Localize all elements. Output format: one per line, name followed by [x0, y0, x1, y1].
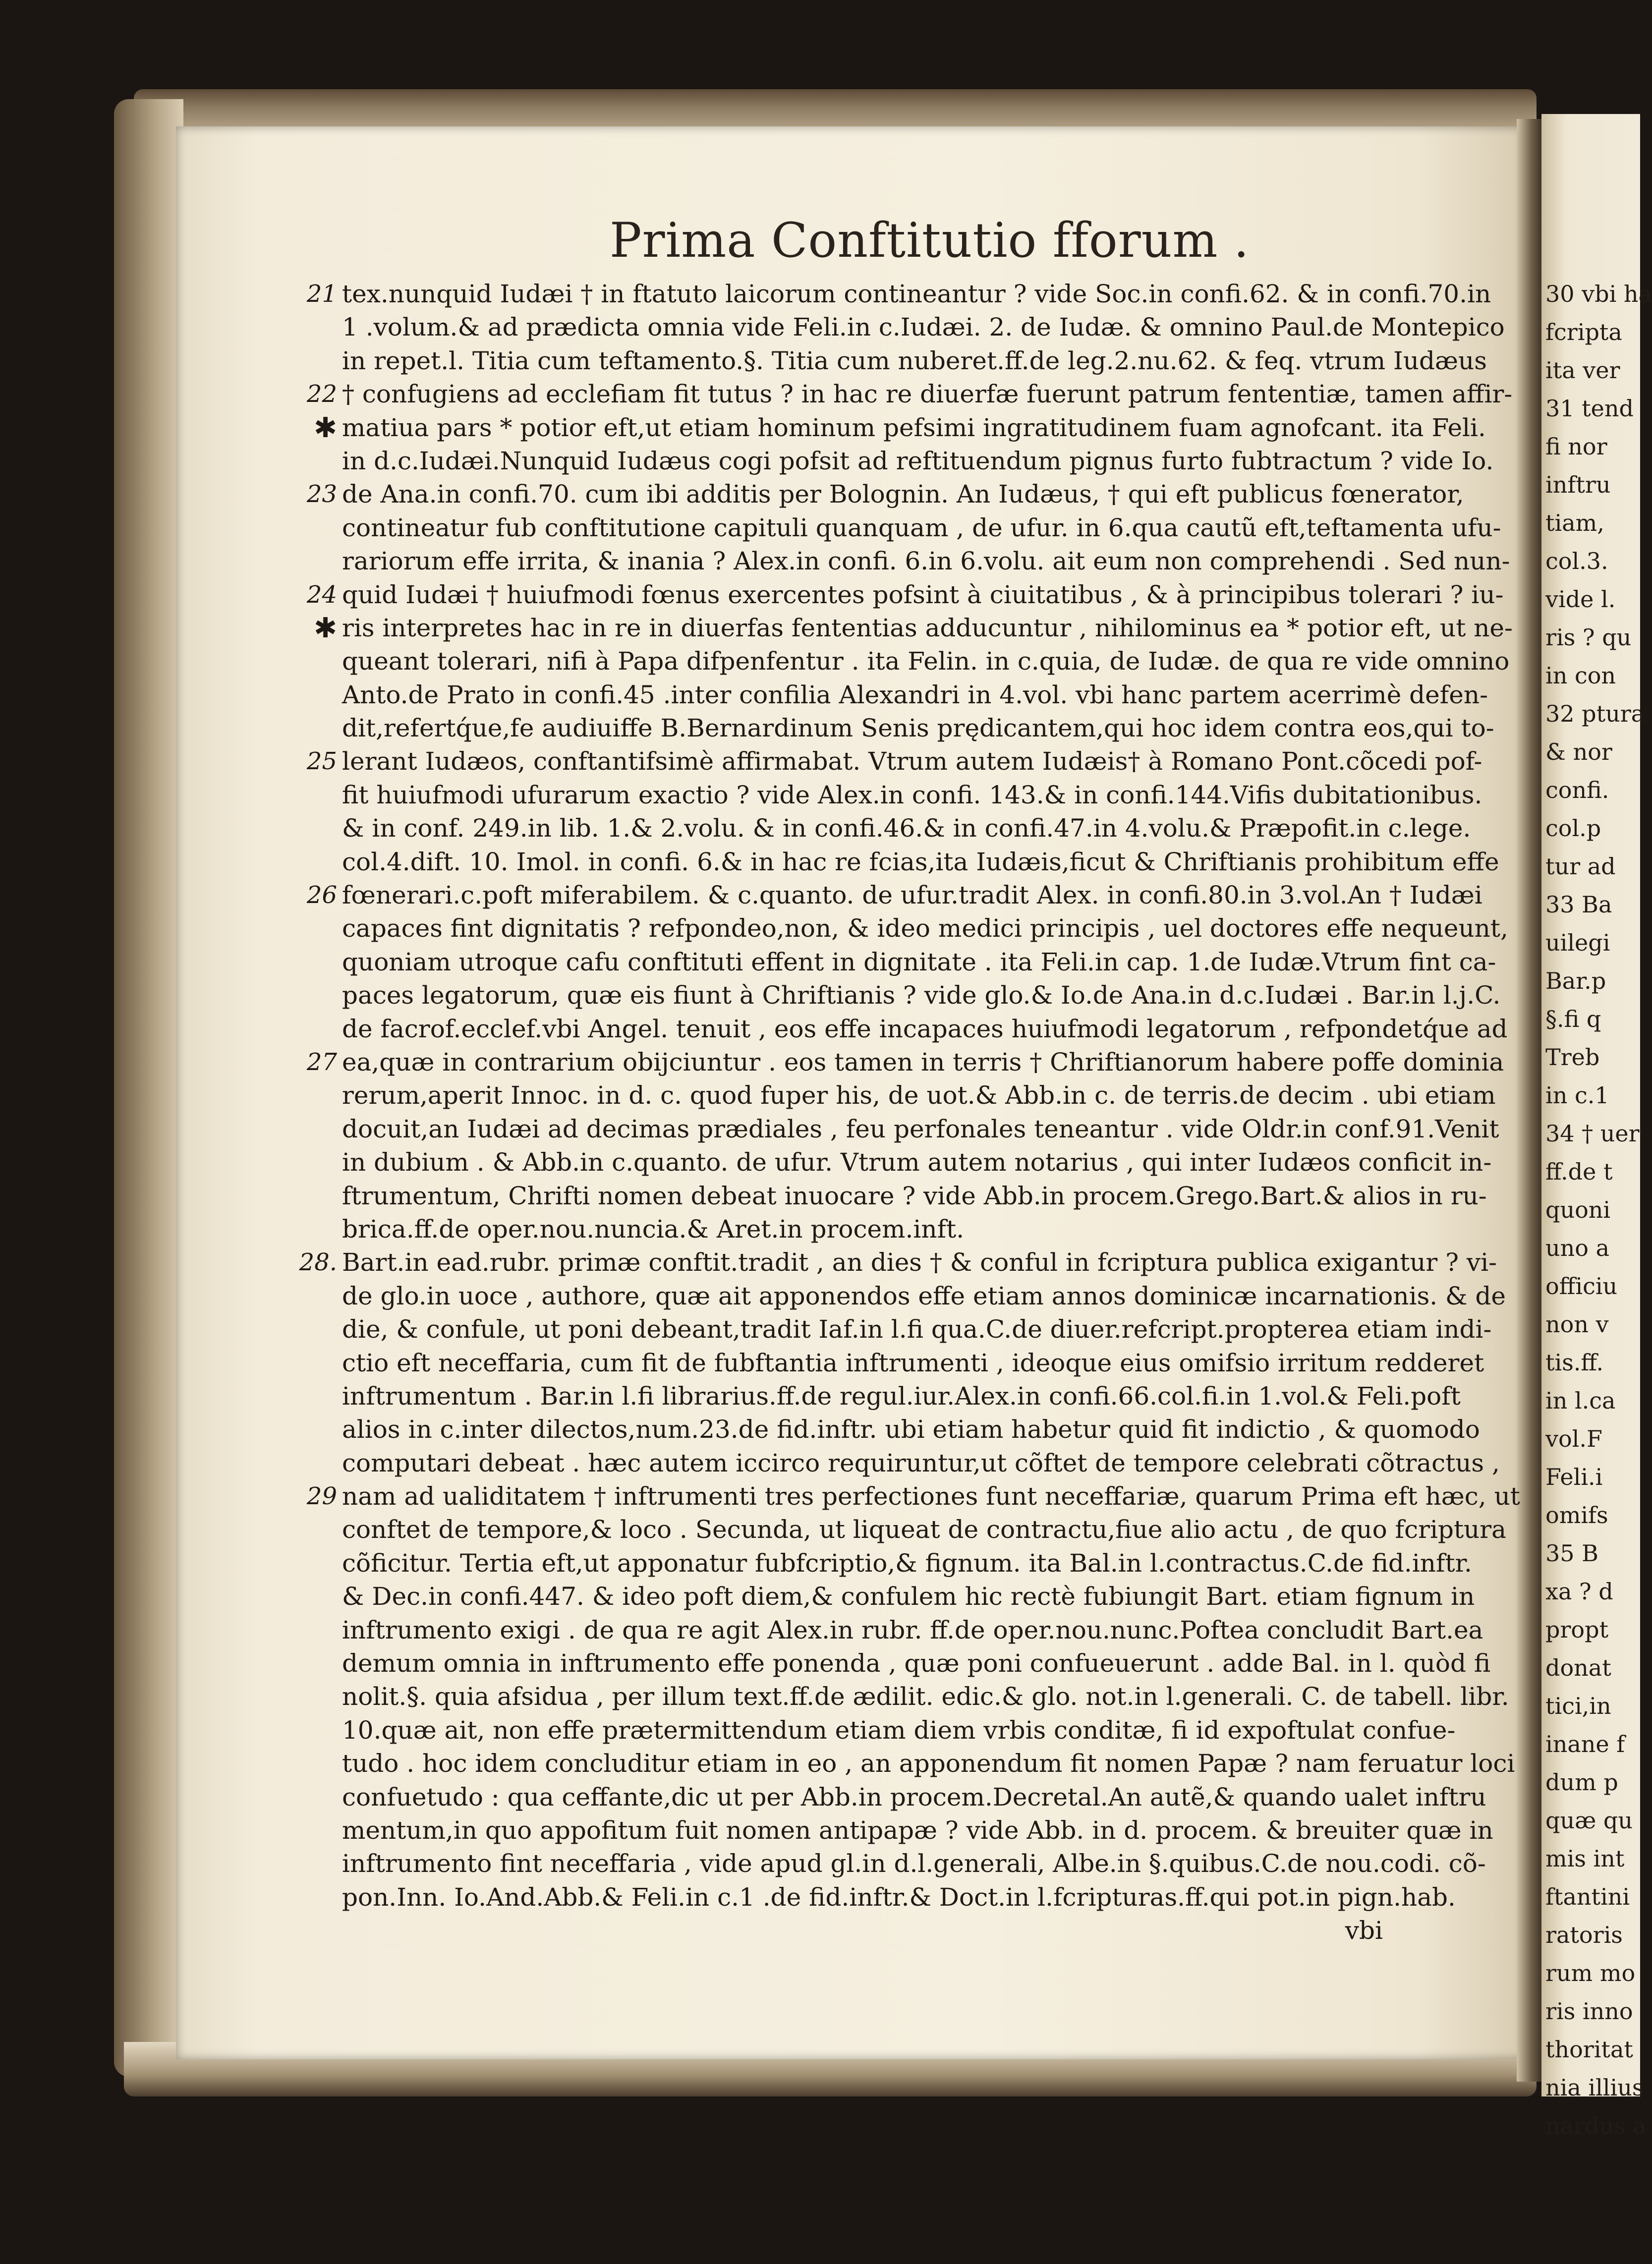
line-text: die, & confule, ut poni debeant,tradit Iaf.in l.fi qua.C.de diuer.refcript.propterea etiam indi-: [342, 1315, 1492, 1344]
line-text: Anto.de Prato in confi.45 .inter confilia Alexandri in 4.vol. vbi hanc partem acerrimè defen-: [342, 680, 1488, 709]
text-line: [342, 1413, 1480, 1446]
right-page-line-fragment: 35 B: [1545, 1540, 1598, 1567]
marginal-number: 24: [306, 580, 337, 609]
text-line: [342, 1781, 1486, 1814]
line-text: tudo . hoc idem concluditur etiam in eo , an apponendum fit nomen Papæ ? nam feruatur loci: [342, 1749, 1515, 1778]
line-text: inftrumento exigi . de qua re agit Alex.in rubr. ff.de oper.nou.nunc.Poftea concludit Bart.ea: [342, 1615, 1483, 1644]
line-text: ea,quæ in contrarium obijciuntur . eos tamen in terris † Chriftianorum habere poffe dominia: [342, 1047, 1504, 1076]
right-page-line-fragment: confi.: [1545, 777, 1609, 803]
right-page-line-fragment: xa ? d: [1545, 1578, 1613, 1605]
text-line: [342, 1347, 1484, 1380]
right-page-line-fragment: inftru: [1545, 471, 1611, 498]
right-page-line-fragment: mis int: [1545, 1845, 1625, 1872]
line-text: de Ana.in confi.70. cum ibi additis per Bolognin. An Iudæus, † qui eft publicus fœnerator,: [342, 480, 1464, 509]
right-page-line-fragment: rum mo: [1545, 1960, 1636, 1986]
right-page-line-fragment: 33 Ba: [1545, 891, 1612, 918]
right-page-line-fragment: tiam,: [1545, 509, 1604, 536]
line-text: in d.c.Iudæi.Nunquid Iudæus cogi pofsit ad reftituendum pignus furto fubtractum ? vide Io.: [342, 446, 1494, 475]
text-line: [306, 278, 1491, 311]
line-text: nolit.§. quia afsidua , per illum text.ff.de ædilit. edic.& glo. not.in l.generali. C. de tabell. libr.: [342, 1682, 1509, 1711]
text-line: [342, 1614, 1483, 1647]
marginal-number: 21: [306, 280, 337, 308]
right-page-line-fragment: tur ad: [1545, 853, 1616, 880]
line-text: paces legatorum, quæ eis fiunt à Chriftianis ? vide glo.& Io.de Ana.in d.c.Iudæi . Bar.in l.j.C.: [342, 981, 1501, 1010]
text-line: [342, 1380, 1461, 1413]
marginal-number: 25: [306, 747, 337, 776]
right-page-line-fragment: dum p: [1545, 1769, 1618, 1796]
text-line: [342, 1213, 1383, 1246]
right-page-line-fragment: inane f: [1545, 1731, 1625, 1757]
catchword: vbi: [1345, 1916, 1383, 1945]
line-text: computari debeat . hæc autem iccirco requiruntur,ut cõftet de tempore celebrati cõtractus ,: [342, 1448, 1500, 1477]
right-page-line-fragment: vide l.: [1545, 586, 1616, 613]
right-page-line-fragment: quæ qu: [1545, 1807, 1633, 1834]
right-page-line-fragment: thoritat: [1545, 2036, 1633, 2063]
text-line: [342, 1747, 1515, 1780]
line-text: in repet.l. Titia cum teftamento.§. Titia cum nuberet.ff.de leg.2.nu.62. & feq. vtrum Iudæus: [342, 346, 1487, 375]
right-page-line-fragment: §.fi q: [1545, 1006, 1601, 1032]
text-line: [306, 1046, 1504, 1079]
right-page-line-fragment: ftantini: [1545, 1883, 1630, 1910]
line-text: capaces fint dignitatis ? refpondeo,non, & ideo medici principis , uel doctores effe nequeunt,: [342, 914, 1508, 943]
line-text: contineatur fub conftitutione capituli quanquam , de ufur. in 6.qua cautũ eft,teftamenta ufu-: [342, 513, 1501, 542]
text-line: [306, 879, 1482, 912]
line-text: demum omnia in inftrumento effe ponenda , quæ poni confueuerunt . adde Bal. in l. quòd fi: [342, 1649, 1491, 1678]
text-line: [342, 679, 1488, 712]
marginal-asterisk: ✱: [314, 411, 337, 444]
line-text: mentum,in quo appofitum fuit nomen antipapæ ? vide Abb. in d. procem. & breuiter quæ in: [342, 1815, 1493, 1845]
text-line: [342, 1881, 1456, 1914]
marginal-asterisk: ✱: [314, 612, 337, 644]
text-line: [314, 411, 1486, 445]
line-text: & in conf. 249.in lib. 1.& 2.volu. & in confi.46.& in confi.47.in 4.volu.& Præpofit.in c.lege.: [342, 814, 1471, 843]
text-line: [342, 311, 1505, 344]
text-line: [342, 1280, 1506, 1313]
line-text: pon.Inn. Io.And.Abb.& Feli.in c.1 .de fid.inftr.& Doct.in l.fcripturas.ff.qui pot.in pign.hab.: [342, 1882, 1456, 1912]
running-head: Prima Conftitutio fforum .: [610, 213, 1250, 268]
marginal-number: 23: [306, 480, 337, 509]
text-line: [342, 779, 1482, 812]
right-page-line-fragment: & nor: [1545, 738, 1612, 765]
line-text: ftrumentum, Chrifti nomen debeat inuocare ? vide Abb.in procem.Grego.Bart.& alios in ru-: [342, 1181, 1487, 1210]
text-line: [342, 1814, 1493, 1847]
text-line: [342, 812, 1471, 845]
line-text: † confugiens ad ecclefiam fit tutus ? in hac re diuerfæ fuerunt patrum fententiæ, tamen affir-: [342, 380, 1513, 409]
text-line: [342, 846, 1499, 879]
right-page-line-fragment: 31 tend: [1545, 395, 1634, 422]
text-line: [306, 1480, 1520, 1513]
right-page-line-fragment: 30 vbi ha: [1545, 281, 1652, 307]
right-page-line-fragment: fcripta: [1545, 319, 1622, 345]
text-line: [342, 445, 1494, 478]
right-page-fragment: [1541, 114, 1652, 2139]
right-page-line-fragment: officiu: [1545, 1273, 1618, 1300]
text-line: [342, 912, 1508, 945]
line-text: queant tolerari, nifi à Papa difpenfentur . ita Felin. in c.quia, de Iudæ. de qua re vide omnino: [342, 647, 1510, 676]
line-text: Bart.in ead.rubr. primæ conftit.tradit , an dies † & conful in fcriptura publica exigantur ? vi-: [342, 1248, 1497, 1277]
marginal-number: 22: [306, 380, 337, 408]
right-page-line-fragment: omifs: [1545, 1502, 1608, 1528]
line-text: brica.ff.de oper.nou.nuncia.& Aret.in procem.inft.: [342, 1214, 965, 1244]
line-text: ctio eft neceffaria, cum fit de fubftantia inftrumenti , ideoque eius omifsio irritum redderet: [342, 1348, 1484, 1377]
right-page-line-fragment: ris ? qu: [1545, 624, 1632, 651]
line-text: quid Iudæi † huiufmodi fœnus exercentes pofsint à ciuitatibus , & à principibus tolerari ? iu-: [342, 580, 1504, 609]
right-page-line-fragment: non v: [1545, 1311, 1609, 1338]
text-line: [342, 712, 1494, 745]
text-line: [299, 1246, 1497, 1279]
right-page-line-fragment: in l.ca: [1545, 1387, 1616, 1414]
right-page-line-fragment: Bar.p: [1545, 967, 1606, 994]
right-page-line-fragment: vol.F: [1545, 1425, 1602, 1452]
binding-left-edge: [114, 99, 183, 2077]
line-text: col.4.dift. 10. Imol. in confi. 6.& in hac re fcias,ita Iudæis,ficut & Chriftianis prohibitum effe: [342, 847, 1499, 876]
right-page-line-fragment: quoni: [1545, 1196, 1611, 1223]
text-line: [342, 1513, 1506, 1546]
line-text: cõficitur. Tertia eft,ut apponatur fubfcriptio,& fignum. ita Bal.in l.contractus.C.de fid.inftr.: [342, 1548, 1472, 1578]
text-line: [342, 1714, 1456, 1747]
text-line: [342, 979, 1501, 1012]
right-page-line-fragment: col.p: [1545, 815, 1601, 842]
text-line: [342, 1547, 1472, 1580]
line-text: fit huiufmodi ufurarum exactio ? vide Alex.in confi. 143.& in confi.144.Vifis dubitationibus.: [342, 780, 1482, 809]
text-line: [342, 1847, 1486, 1880]
text-line: [342, 1647, 1491, 1680]
marginal-number: 28.: [299, 1248, 337, 1277]
text-line: [342, 946, 1496, 979]
text-line: [306, 378, 1513, 411]
right-page-line-fragment: propt: [1545, 1616, 1609, 1643]
text-line: [342, 344, 1487, 378]
right-page-line-fragment: 32 ptura: [1545, 700, 1645, 727]
line-text: tex.nunquid Iudæi † in ftatuto laicorum contineantur ? vide Soc.in confi.62. & in confi.70.in: [342, 280, 1491, 308]
right-page-line-fragment: donat: [1545, 1654, 1611, 1681]
right-page-line-fragment: uno a: [1545, 1235, 1609, 1261]
line-text: de glo.in uoce , authore, quæ ait apponendos effe etiam annos dominicæ incarnationis. & de: [342, 1281, 1506, 1310]
line-text: ris interpretes hac in re in diuerfas fententias adducuntur , nihilominus ea * potior eft, ut ne-: [342, 613, 1513, 642]
line-text: 1 .volum.& ad prædicta omnia vide Feli.in c.Iudæi. 2. de Iudæ. & omnino Paul.de Montepico: [342, 313, 1505, 342]
line-text: rerum,aperit Innoc. in d. c. quod fuper his, de uot.& Abb.in c. de terris.de decim . ubi etiam: [342, 1081, 1496, 1110]
line-text: confuetudo : qua ceffante,dic ut per Abb.in procem.Decretal.An autẽ,& quando ualet inftru: [342, 1782, 1486, 1811]
right-page-line-fragment: in c.1: [1545, 1082, 1609, 1109]
line-text: dit,refertq́ue,fe audiuiffe B.Bernardinum Senis prędicantem,qui hoc idem contra eos,qui to-: [342, 714, 1494, 743]
text-line: [342, 1680, 1509, 1713]
right-page-line-fragment: 34 † uer: [1545, 1120, 1640, 1147]
text-line: [342, 1580, 1475, 1613]
right-page-line-fragment: ff.de t: [1545, 1158, 1613, 1185]
line-text: in dubium . & Abb.in c.quanto. de ufur. Vtrum autem notarius , qui inter Iudæos conficit in-: [342, 1148, 1492, 1177]
text-line: [342, 1313, 1492, 1346]
line-text: matiua pars * potior eft,ut etiam hominum pefsimi ingratitudinem fuam agnofcant. ita Feli.: [342, 413, 1486, 442]
line-text: conftet de tempore,& loco . Secunda, ut liqueat de contractu,fiue alio actu , de quo fcriptura: [342, 1515, 1506, 1544]
right-page-line-fragment: uilegi: [1545, 929, 1610, 956]
line-text: 10.quæ ait, non effe prætermittendum etiam diem vrbis conditæ, fi id expoftulat confue-: [342, 1715, 1456, 1745]
right-page-line-fragment: fi nor: [1545, 433, 1607, 460]
right-page-line-fragment: Feli.i: [1545, 1464, 1603, 1490]
line-text: & Dec.in confi.447. & ideo poft diem,& confulem hic rectè fubiungit Bart. etiam fignum in: [342, 1582, 1475, 1611]
line-text: nam ad ualiditatem † inftrumenti tres perfectiones funt neceffariæ, quarum Prima eft hæc, ut: [342, 1482, 1520, 1511]
line-text: rariorum effe irrita, & inania ? Alex.in confi. 6.in 6.volu. ait eum non comprehendi . Sed nun-: [342, 547, 1510, 576]
text-line: [314, 612, 1513, 645]
text-line: [306, 745, 1482, 778]
marginal-number: 26: [306, 881, 337, 909]
text-line: [342, 545, 1510, 578]
text-line: [342, 1013, 1508, 1046]
line-text: inftrumento fint neceffaria , vide apud gl.in d.l.generali, Albe.in §.quibus.C.de nou.codi. cõ-: [342, 1849, 1486, 1878]
right-page-line-fragment: in con: [1545, 662, 1616, 689]
line-text: de facrof.ecclef.vbi Angel. tenuit , eos effe incapaces huiufmodi legatorum , refpondetq́ue ad: [342, 1014, 1508, 1043]
right-page-line-fragment: Treb: [1545, 1044, 1600, 1071]
right-page-line-fragment: col.3.: [1545, 548, 1608, 574]
right-page-line-fragment: nia illius: [1545, 2074, 1644, 2101]
text-line: [342, 511, 1501, 545]
right-page-line-fragment: ratoris: [1545, 1922, 1623, 1948]
right-page-line-fragment: tici,in: [1545, 1693, 1611, 1719]
line-text: lerant Iudæos, conftantifsimè affirmabat. Vtrum autem Iudæis† à Romano Pont.cõcedi pof-: [342, 747, 1482, 776]
right-page-line-fragment: ita ver: [1545, 357, 1620, 384]
text-line: [342, 1180, 1487, 1213]
right-page-line-fragment: nardus a: [1545, 2112, 1647, 2139]
text-line: [342, 1079, 1496, 1112]
text-line: [306, 478, 1464, 511]
right-page-line-fragment: tis.ff.: [1545, 1349, 1604, 1376]
text-line: [342, 645, 1510, 678]
line-text: alios in c.inter dilectos,num.23.de fid.inftr. ubi etiam habetur quid fit indictio , & quomodo: [342, 1415, 1480, 1444]
line-text: docuit,an Iudæi ad decimas prædiales , feu perfonales teneantur . vide Oldr.in conf.91.Venit: [342, 1114, 1499, 1143]
text-line: [342, 1447, 1500, 1480]
line-text: inftrumentum . Bar.in l.fi librarius.ff.de regul.iur.Alex.in confi.66.col.fi.in 1.vol.& Feli.poft: [342, 1381, 1461, 1411]
text-line: [342, 1146, 1492, 1179]
page-body-text: [299, 278, 1520, 1948]
marginal-number: 29: [306, 1482, 337, 1511]
line-text: fœnerari.c.poft miferabilem. & c.quanto. de ufur.tradit Alex. in confi.80.in 3.vol.An † Iudæi: [342, 881, 1482, 910]
marginal-number: 27: [306, 1048, 337, 1076]
line-text: quoniam utroque cafu conftituti effent in dignitate . ita Feli.in cap. 1.de Iudæ.Vtrum fint ca-: [342, 947, 1496, 976]
text-line: [342, 1113, 1499, 1146]
text-line: [306, 578, 1504, 612]
right-page-line-fragment: ris inno: [1545, 1998, 1633, 2025]
